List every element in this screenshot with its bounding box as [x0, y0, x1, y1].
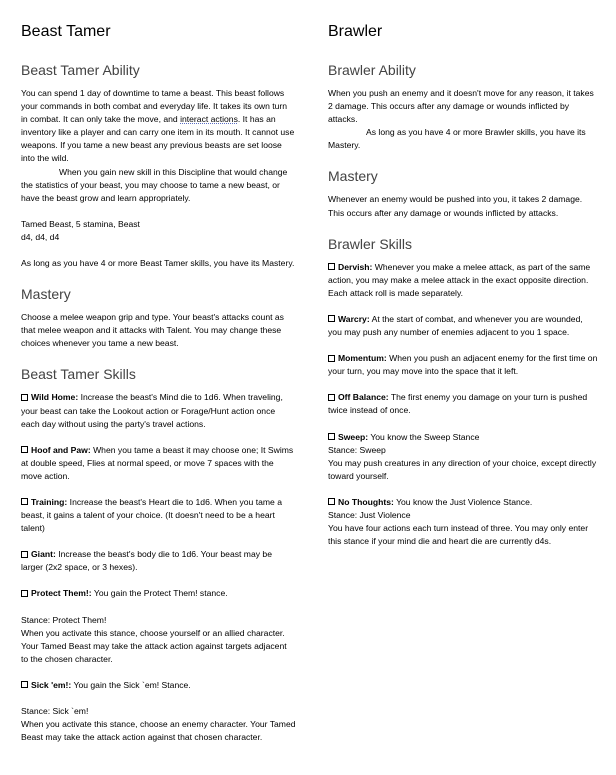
brawler-title: Brawler	[328, 23, 383, 40]
skill-wild-home: Wild Home: Increase the beast's Mind die to 1d6. When traveling, your beast can take the Lookout action or Forage/Hunt action once each day without using the party's travel actions.	[21, 392, 283, 429]
beast-tamer-mastery-text: Choose a melee weapon grip and type. Your beast's attacks count as that melee weapon and it attacks with Talent. You may change these choices whenever you tame a new beast.	[21, 312, 284, 349]
protect-them-stance: Stance: Protect Them! When you activate this stance, choose yourself or an allied character. Your Tamed Beast may take the attack action against targets adjacent to the chosen character.	[21, 614, 287, 664]
skill-protect-them: Protect Them!: You gain the Protect Them! stance.	[21, 587, 296, 600]
beast-tamer-mastery-heading: Mastery	[21, 286, 71, 303]
beast-tamer-title: Beast Tamer	[21, 23, 111, 40]
checkbox-icon	[328, 394, 335, 401]
skill-sick-em: Sick 'em!: You gain the Sick `em! Stance.	[21, 679, 296, 692]
checkbox-icon	[21, 394, 28, 401]
brawler-ability-text: When you push an enemy and it doesn't move for any reason, it takes 2 damage. This occurs after any damage or wounds inflicted by attacks.	[328, 88, 594, 125]
skill-warcry: Warcry: At the start of combat, and whenever you are wounded, you may push any number of enemies adjacent to you 1 space.	[328, 313, 583, 338]
checkbox-icon	[328, 263, 335, 270]
skill-momentum: Momentum: When you push an adjacent enemy for the first time on your turn, you may move into the space that it left.	[328, 353, 598, 377]
tamed-beast-stats: Tamed Beast, 5 stamina, Beast d4, d4, d4	[21, 218, 140, 242]
checkbox-icon	[21, 551, 28, 558]
brawler-mastery-text: Whenever an enemy would be pushed into you, it takes 2 damage. This occurs after any damage or wounds inflicted by attacks.	[328, 194, 583, 218]
brawler-ability-heading: Brawler Ability	[328, 62, 416, 78]
checkbox-icon	[328, 498, 335, 505]
beast-tamer-skills-heading: Beast Tamer Skills	[21, 366, 136, 383]
checkbox-icon	[21, 681, 28, 688]
brawler-skills-heading: Brawler Skills	[328, 235, 413, 252]
brawler-mastery-requirement: As long as you have 4 or more Brawler skills, you have its Mastery.	[328, 127, 586, 151]
skill-sweep: Sweep: You know the Sweep Stance Stance: Sweep You may push creatures in any direction of your choice, except directly toward yourself.	[328, 431, 597, 481]
beast-tamer-ability-text: You can spend 1 day of downtime to tame a beast. This beast follows your commands in both combat and everyday life. It takes its own turn in combat. It can only take the move, and interact actions. It has an inventory like a player and can carry one item in its mouth. It cannot use weapons. If you tame a new beast any previous beasts are set loose into the wild.	[21, 88, 295, 164]
beast-tamer-ability-heading: Beast Tamer Ability	[21, 62, 140, 78]
beast-tamer-mastery-requirement: As long as you have 4 or more Beast Tamer skills, you have its Mastery.	[21, 258, 295, 269]
skill-no-thoughts: No Thoughts: You know the Just Violence Stance. Stance: Just Violence You have four actions each turn instead of three. You may only enter this stance if your mind die and heart die are currently d4s.	[328, 496, 589, 547]
skill-training: Training: Increase the beast's Heart die to 1d6. When you tame a beast, it gains a talent of your choice. (It doesn't need to be a heart talent)	[21, 496, 282, 534]
checkbox-icon	[328, 433, 335, 440]
brawler-mastery-heading: Mastery	[328, 168, 378, 185]
checkbox-icon	[328, 315, 335, 322]
beast-tamer-ability-text-2: When you gain new skill in this Discipline that would change the statistics of your beast, you may choose to tame a new beast, or have the beast grow and learn appropriately.	[21, 166, 288, 203]
skill-off-balance: Off Balance: The first enemy you damage on your turn is pushed twice instead of once.	[328, 392, 588, 416]
checkbox-icon	[21, 446, 28, 453]
skill-hoof-and-paw: Hoof and Paw: When you tame a beast it may choose one; It Swims at double speed, Flies at normal speed, or move 7 spaces with the move action.	[21, 444, 294, 481]
brawler-column	[328, 22, 598, 548]
skill-giant: Giant: Increase the beast's body die to 1d6. Your beast may be larger (2x2 space, or 3 hexes).	[21, 549, 272, 573]
checkbox-icon	[328, 355, 335, 362]
skill-dervish: Dervish: Whenever you make a melee attack, as part of the same action, you may make a melee attack in the exact opposite direction. Each attack roll is made separately.	[328, 261, 591, 298]
interact-actions-link[interactable]: interact actions	[180, 114, 238, 125]
checkbox-icon	[21, 498, 28, 505]
beast-tamer-column	[21, 22, 296, 744]
sick-em-stance: Stance: Sick `em! When you activate this stance, choose an enemy character. Your Tamed Beast may take the attack action against that chosen character.	[21, 706, 296, 743]
checkbox-icon	[21, 590, 28, 597]
